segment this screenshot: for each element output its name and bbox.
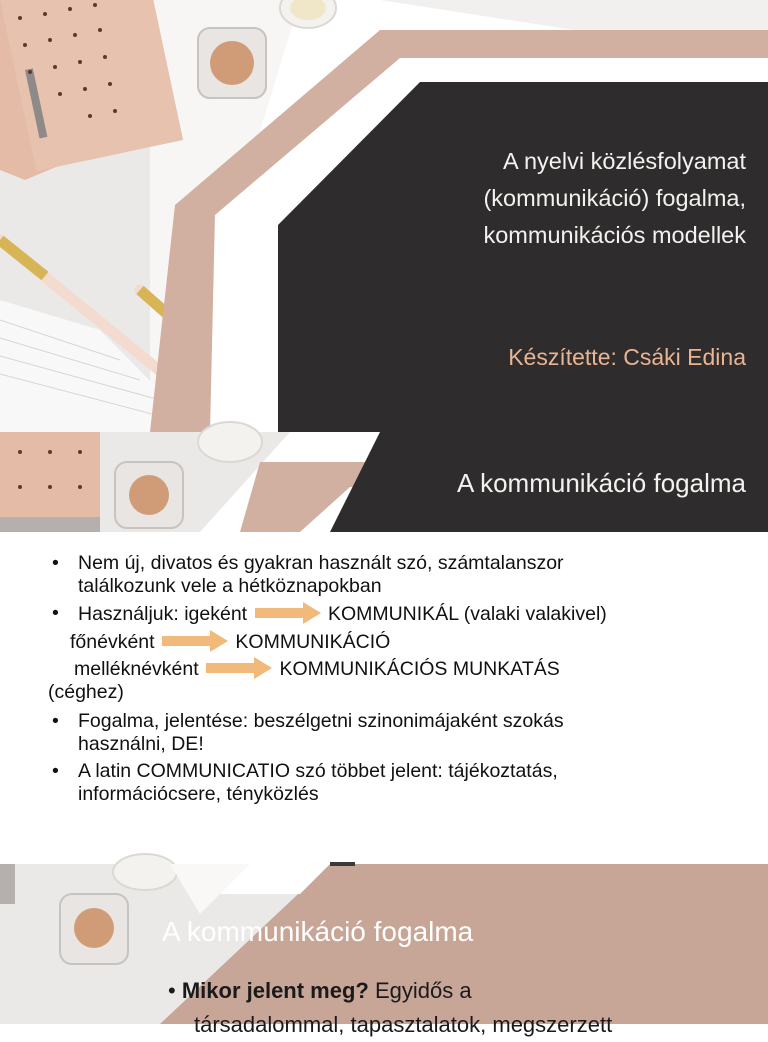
question-bold: Mikor jelent meg? [181,978,369,1003]
bullet-3 [50,710,750,756]
presentation-title [346,143,746,254]
bullet-1 [50,552,750,598]
arrow-right-icon [255,602,321,624]
slide-2 [0,432,768,864]
title-line-3: kommunikációs modellek [483,222,746,248]
line-4-pre: melléknévként [74,658,199,680]
author-line: Készítette: Csáki Edina [508,344,746,370]
slide-3-bullet-1-line-2: társadalommal, tapasztalatok, megszerzett [194,1012,613,1037]
bullet-dot: • [168,978,176,1003]
bullet-3-line-1: Fogalma, jelentése: beszélgetni szinonimájaként szokás [78,710,564,732]
line-fonevkent [50,630,750,654]
bullet-4-line-1: A latin COMMUNICATIO szó többet jelent: tájékoztatás, [78,760,558,782]
line-3-post: KOMMUNIKÁCIÓ [235,631,391,653]
bullet-dot: • [52,552,59,574]
bullet-dot: • [52,602,59,624]
answer-text: Egyidős a [368,978,472,1003]
bullet-4 [50,760,750,806]
bullet-3-line-2: használni, DE! [78,733,204,755]
bullet-2-pre: Használjuk: igeként [78,603,248,625]
slide-3-title: A kommunikáció fogalma [162,916,474,947]
slide-1 [0,0,768,432]
bullet-dot: • [52,710,59,732]
line-melleknevkent [50,657,750,681]
slide-3-content [168,974,768,1042]
slide-3 [0,864,768,1037]
line-3-pre: főnévként [70,631,155,653]
bullet-2-post: KOMMUNIKÁL (valaki valakivel) [327,603,607,625]
title-line-2: (kommunikáció) fogalma, [483,185,746,211]
title-line-1: A nyelvi közlésfolyamat [503,148,746,174]
bullet-2 [50,602,750,626]
slide-3-bullet-1 [168,974,768,1008]
bullet-dot: • [52,760,59,782]
bullet-1-line-2: találkozunk vele a hétköznapokban [78,575,382,597]
slide-2-title: A kommunikáció fogalma [456,468,746,498]
bullet-4-line-2: információcsere, tényközlés [78,783,319,805]
slide-2-content [50,552,750,810]
line-ceghez: (céghez) [48,681,124,703]
line-4-post: KOMMUNIKÁCIÓS MUNKATÁS [279,658,560,680]
bullet-1-line-1: Nem új, divatos és gyakran használt szó, számtalanszor [78,552,564,574]
arrow-right-icon [162,630,228,652]
arrow-right-icon [206,657,272,679]
